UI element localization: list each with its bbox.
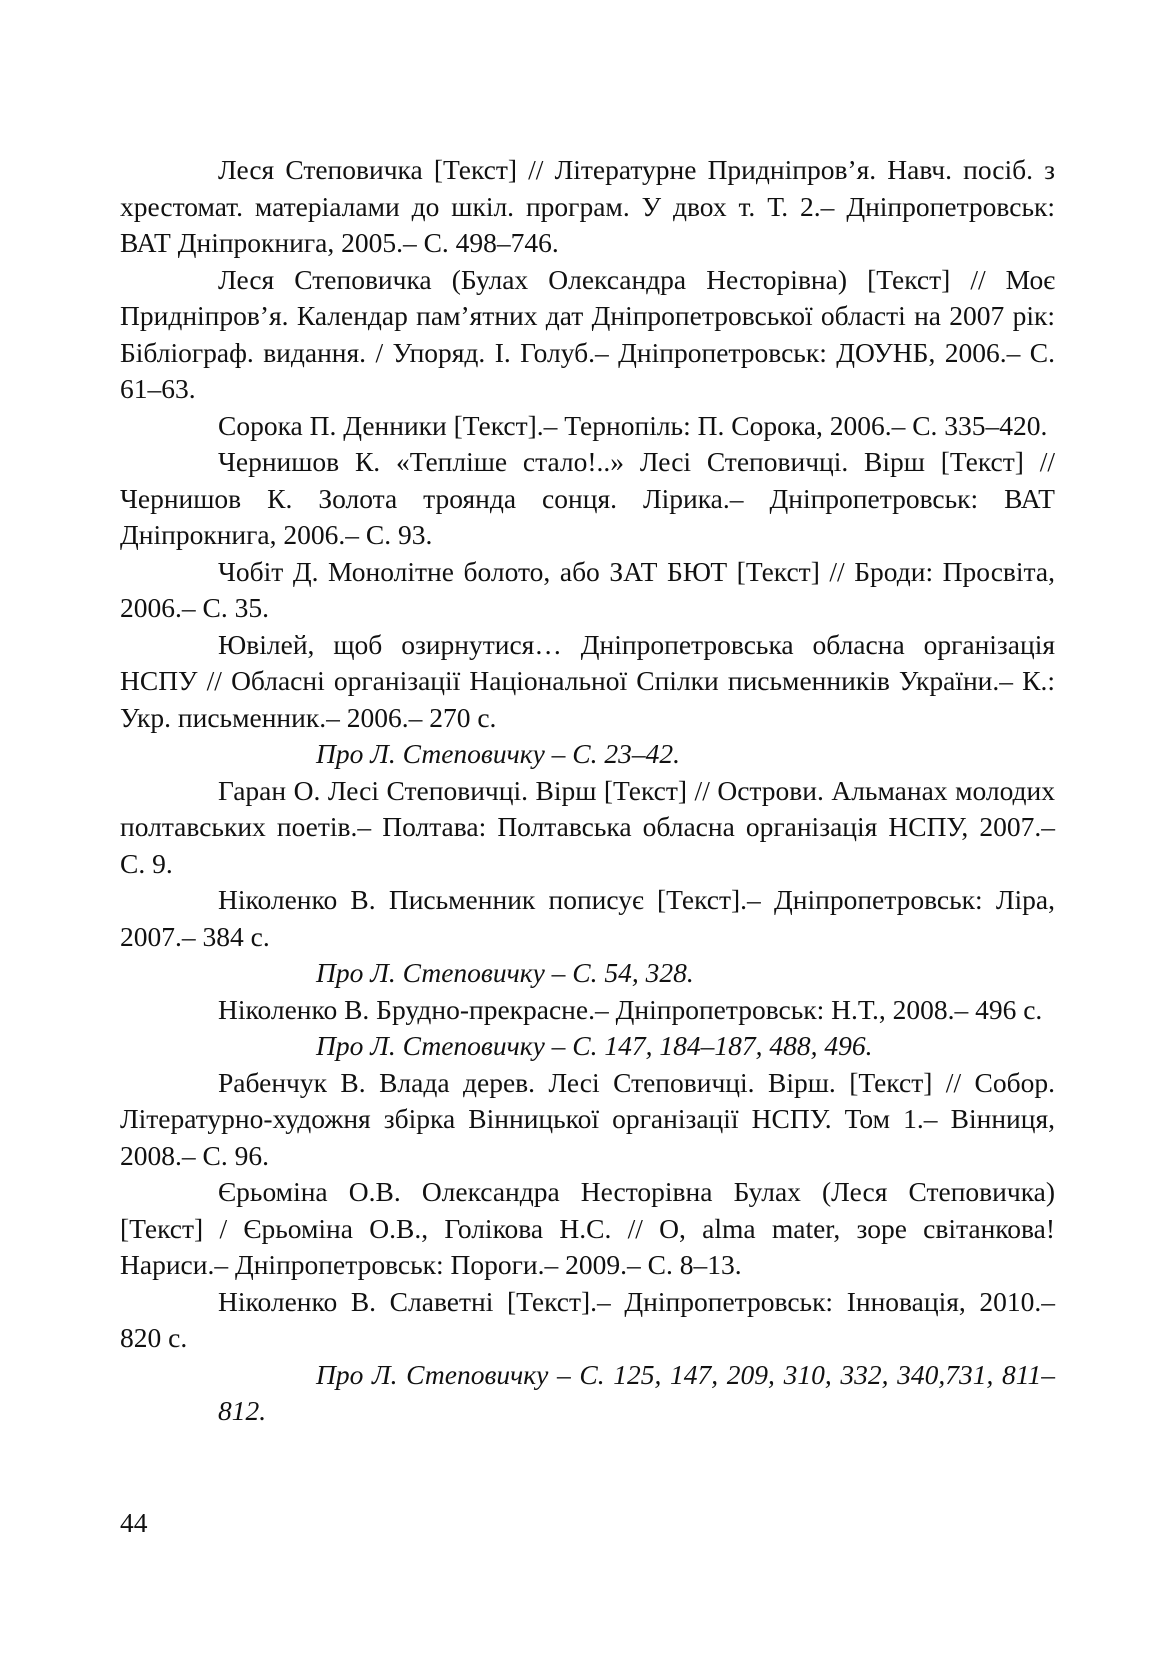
bibliography-note: Про Л. Степовичку – С. 125, 147, 209, 310, 332, 340,731, 811–812.	[218, 1358, 1055, 1426]
bibliography-entry: Чобіт Д. Монолітне болото, або ЗАТ БЮТ [Текст] // Броди: Просвіта, 2006.– С. 35.	[120, 555, 1055, 623]
bibliography-entry: Леся Степовичка (Булах Олександра Несторівна) [Текст] // Моє Придніпров’я. Календар пам’ятних дат Дніпропетровської області на 2007 рік: Бібліограф. видання. / Упоряд. І. Голуб.– Дніпропетровськ: ДОУНБ, 2006.– С. 61–63.	[120, 263, 1055, 404]
bibliography-note: Про Л. Степовичку – С. 23–42.	[316, 738, 680, 769]
bibliography-note: Про Л. Степовичку – С. 147, 184–187, 488, 496.	[316, 1030, 873, 1061]
bibliography-entry: Ніколенко В. Славетні [Текст].– Дніпропетровськ: Інновація, 2010.– 820 с.	[120, 1285, 1055, 1353]
bibliography-entry: Ювілей, щоб озирнутися… Дніпропетровська обласна організація НСПУ // Обласні організації Національної Спілки письменників України.– К.: Укр. письменник.– 2006.– 270 с.	[120, 628, 1055, 733]
bibliography-page	[120, 152, 1055, 1430]
bibliography-entry: Сорока П. Денники [Текст].– Тернопіль: П. Сорока, 2006.– С. 335–420.	[218, 409, 1048, 441]
bibliography-entry: Чернишов К. «Тепліше стало!..» Лесі Степовичці. Вірш [Текст] // Чернишов К. Золота троянда сонця. Лірика.– Дніпропетровськ: ВАТ Дніпрокнига, 2006.– С. 93.	[120, 446, 1055, 550]
bibliography-entry: Єрьоміна О.В. Олександра Несторівна Булах (Леся Степовичка) [Текст] / Єрьоміна О.В., Голікова Н.С. // О, alma mater, зоре світанкова! Нариси.– Дніпропетровськ: Пороги.– 2009.– С. 8–13.	[120, 1176, 1055, 1280]
bibliography-entry: Ніколенко В. Брудно-прекрасне.– Дніпропетровськ: Н.Т., 2008.– 496 с.	[218, 993, 1043, 1025]
bibliography-entry: Гаран О. Лесі Степовичці. Вірш [Текст] // Острови. Альманах молодих полтавських поетів.– Полтава: Полтавська обласна організація НСПУ, 2007.– С. 9.	[120, 774, 1055, 879]
page-number: 44	[120, 1507, 148, 1538]
bibliography-note: Про Л. Степовичку – С. 54, 328.	[316, 957, 694, 988]
bibliography-entry: Рабенчук В. Влада дерев. Лесі Степовичці. Вірш. [Текст] // Собор. Літературно-художня збірка Вінницької організації НСПУ. Том 1.– Вінниця, 2008.– С. 96.	[120, 1066, 1055, 1171]
bibliography-entry: Ніколенко В. Письменник пописує [Текст].– Дніпропетровськ: Ліра, 2007.– 384 с.	[120, 884, 1055, 952]
bibliography-entry: Леся Степовичка [Текст] // Літературне Придніпров’я. Навч. посіб. з хрестомат. матеріалами до шкіл. програм. У двох т. Т. 2.– Дніпропетровськ: ВАТ Дніпрокнига, 2005.– С. 498–746.	[120, 154, 1055, 258]
